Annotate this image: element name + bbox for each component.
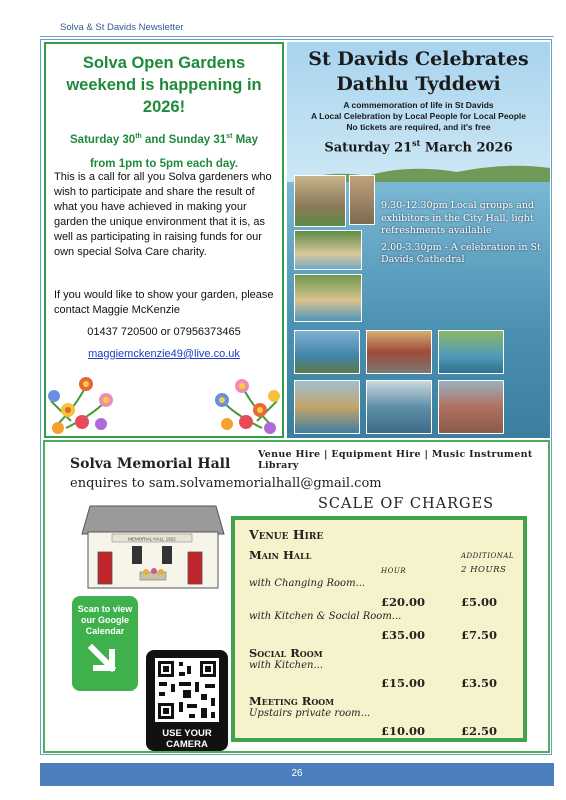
main-changing-additional: £5.00 — [461, 595, 498, 609]
open-gardens-contact: If you would like to show your garden, please contact Maggie McKenzie — [54, 289, 274, 316]
header-divider — [40, 36, 554, 37]
qr-code-card[interactable] — [146, 650, 228, 751]
photo-boats — [294, 380, 360, 434]
photo-inlet — [366, 380, 432, 434]
poster-title: St Davids Celebrates Dathlu Tyddewi — [308, 48, 529, 95]
main-changing-hour: £20.00 — [381, 595, 426, 609]
newsletter-header: Solva & St Davids Newsletter — [60, 22, 184, 33]
calendar-scan-badge — [72, 596, 138, 691]
hall-building-illustration — [78, 500, 228, 590]
hall-title: Solva Memorial Hall — [70, 456, 231, 472]
photo-bay — [438, 330, 504, 374]
scale-of-charges-title: SCALE OF CHARGES — [318, 496, 495, 512]
photo-harbour — [294, 330, 360, 374]
main-kitchen-hour: £35.00 — [381, 628, 426, 642]
hall-services: Venue Hire | Equipment Hire | Music Instrument Library — [258, 449, 533, 471]
contact-email-link[interactable]: maggiemckenzie49@live.co.uk — [88, 348, 240, 360]
photo-market — [366, 330, 432, 374]
meeting-hour: £10.00 — [381, 724, 426, 738]
col-2hours-label: 2 HOURS — [461, 565, 507, 575]
open-gardens-title: Solva Open Gardens weekend is happening in 2026! — [66, 54, 262, 116]
social-hour: £15.00 — [381, 676, 426, 690]
arrow-down-right-icon — [86, 642, 124, 680]
social-additional: £3.50 — [461, 676, 498, 690]
meeting-room-label: Meeting Room — [249, 694, 335, 708]
page-footer — [40, 763, 554, 786]
poster-date: Saturday 21st March 2026 — [324, 138, 513, 156]
photo-ruins — [349, 175, 375, 225]
flower-decoration-right — [202, 366, 282, 436]
photo-cove — [294, 274, 362, 322]
qr-code[interactable] — [155, 658, 219, 722]
open-gardens-dates: Saturday 30th and Sunday 31st May from 1pm to 5pm each day. — [70, 133, 258, 170]
main-hall-label: Main Hall — [249, 548, 312, 562]
scan-calendar-text: Scan to view our Google Calendar — [77, 604, 133, 636]
building-sign-text: MEMORIAL HALL 1922 — [128, 536, 176, 542]
charges-table — [231, 516, 527, 742]
main-kitchen-label: with Kitchen & Social Room... — [249, 611, 402, 622]
meeting-upstairs-label: Upstairs private room... — [249, 708, 371, 719]
main-kitchen-additional: £7.50 — [461, 628, 498, 642]
photo-beach — [294, 230, 362, 270]
st-davids-poster — [287, 42, 550, 438]
page-number: 26 — [291, 768, 303, 779]
open-gardens-body: This is a call for all you Solva gardeners who wish to participate and share the result of what you have achieved in making your garden the unique environment that it is, as well as participating in raising funds for our own special Solva Care charity. — [54, 171, 272, 258]
charges-heading: Venue Hire — [249, 527, 324, 542]
main-changing-label: with Changing Room... — [249, 578, 366, 589]
meeting-additional: £2.50 — [461, 724, 498, 738]
social-kitchen-label: with Kitchen... — [249, 660, 324, 671]
photo-city-hall — [438, 380, 504, 434]
col-additional-label: ADDITIONAL — [461, 552, 515, 560]
open-gardens-box — [44, 42, 284, 438]
social-room-label: Social Room — [249, 646, 323, 660]
use-camera-text: USE YOUR CAMERA — [162, 728, 212, 750]
col-hour-label: HOUR — [381, 567, 407, 575]
contact-phone: 01437 720500 or 07956373465 — [87, 326, 241, 338]
photo-cathedral — [294, 175, 346, 227]
hall-enquiries: enquires to sam.solvamemorialhall@gmail.com — [70, 476, 382, 491]
flower-decoration-left — [46, 366, 126, 436]
poster-events: 9.30-12.30pm Local groups and exhibitors in the City Hall, light refreshments available 2.00-3.30pm - A celebration in St Davids Cathedral — [381, 200, 541, 265]
poster-subtitle: A commemoration of life in St Davids A Local Celebration by Local People for Local People No tickets are required, and it's free — [310, 100, 527, 132]
qr-code-pattern — [155, 658, 219, 722]
